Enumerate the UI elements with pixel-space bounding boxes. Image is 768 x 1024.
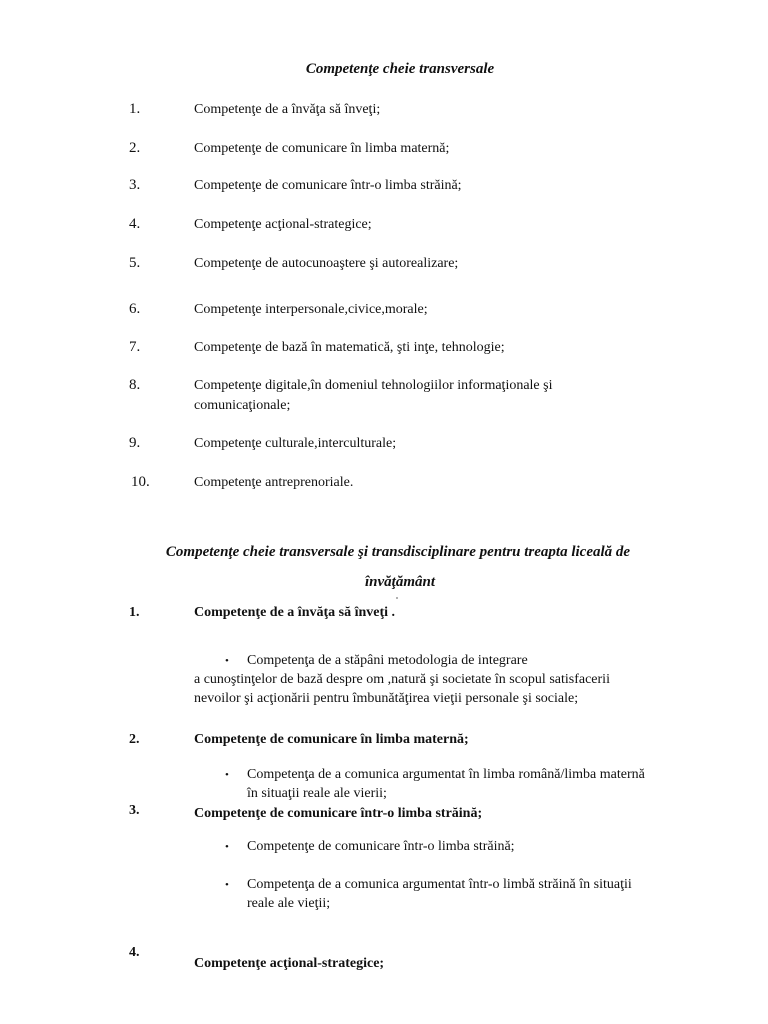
bullet-icon: • xyxy=(225,655,229,667)
list-item-number: 1. xyxy=(129,101,141,117)
list-item-number: 5. xyxy=(129,255,141,271)
list-item-number: 9. xyxy=(129,435,141,451)
bullet-icon: • xyxy=(225,841,229,853)
competence-heading: Competenţe de a învăţa să înveţi . xyxy=(194,605,396,620)
section-title-continued: învăţământ xyxy=(364,574,435,590)
stray-mark xyxy=(396,597,398,599)
list-item-number: 8. xyxy=(129,377,141,393)
competence-heading: Competenţe acţional-strategice; xyxy=(194,956,385,971)
list-item-number: 3. xyxy=(129,177,141,193)
section-title: Competenţe cheie transversale şi transdisciplinare pentru treapta liceală de xyxy=(165,544,631,560)
list-item-number: 2. xyxy=(129,140,141,156)
section-title: Competenţe cheie transversale xyxy=(305,61,495,77)
list-item-number: 4. xyxy=(129,216,141,232)
bullet-text: Competenţa de a comunica argumentat în limba română/limba maternă xyxy=(247,767,645,782)
list-item-text-continued: comunicaţionale; xyxy=(194,398,291,413)
bullet-text: Competenţa de a stăpâni metodologia de integrare xyxy=(247,653,528,668)
paragraph-line: nevoilor şi acţionării pentru îmbunătăţirea vieţii personale şi sociale; xyxy=(194,691,579,706)
competence-number: 4. xyxy=(129,945,140,960)
list-item-text: Competenţe de autocunoaştere şi autorealizare; xyxy=(194,256,459,271)
list-item-text: Competenţe acţional-strategice; xyxy=(194,217,372,232)
bullet-text: Competenţa de a comunica argumentat într-o limbă străină în situaţii xyxy=(247,877,632,892)
list-item-number: 10. xyxy=(131,474,150,490)
list-item-text: Competenţe de bază în matematică, şti inţe, tehnologie; xyxy=(194,340,505,355)
list-item-number: 7. xyxy=(129,339,141,355)
competence-heading: Competenţe de comunicare într-o limba străină; xyxy=(194,806,483,821)
competence-heading: Competenţe de comunicare în limba maternă; xyxy=(194,732,469,747)
competence-number: 3. xyxy=(129,803,140,818)
bullet-text-continued: în situaţii reale ale vierii; xyxy=(247,786,387,801)
competence-number: 1. xyxy=(129,605,140,620)
list-item-text: Competenţe interpersonale,civice,morale; xyxy=(194,302,428,317)
competence-number: 2. xyxy=(129,732,140,747)
bullet-text-continued: reale ale vieţii; xyxy=(247,896,331,911)
list-item-text: Competenţe de comunicare într-o limba străină; xyxy=(194,178,462,193)
bullet-icon: • xyxy=(225,769,229,781)
list-item-text: Competenţe de comunicare în limba maternă; xyxy=(194,141,450,156)
list-item-text: Competenţe culturale,interculturale; xyxy=(194,436,397,451)
bullet-text: Competenţe de comunicare într-o limba străină; xyxy=(247,839,515,854)
list-item-text: Competenţe de a învăţa să înveţi; xyxy=(194,102,381,117)
list-item-text: Competenţe digitale,în domeniul tehnologiilor informaţionale şi xyxy=(194,378,553,393)
list-item-text: Competenţe antreprenoriale. xyxy=(194,475,354,490)
paragraph-line: a cunoştinţelor de bază despre om ,natură şi societate în scopul satisfacerii xyxy=(194,672,610,687)
bullet-icon: • xyxy=(225,879,229,891)
list-item-number: 6. xyxy=(129,301,141,317)
